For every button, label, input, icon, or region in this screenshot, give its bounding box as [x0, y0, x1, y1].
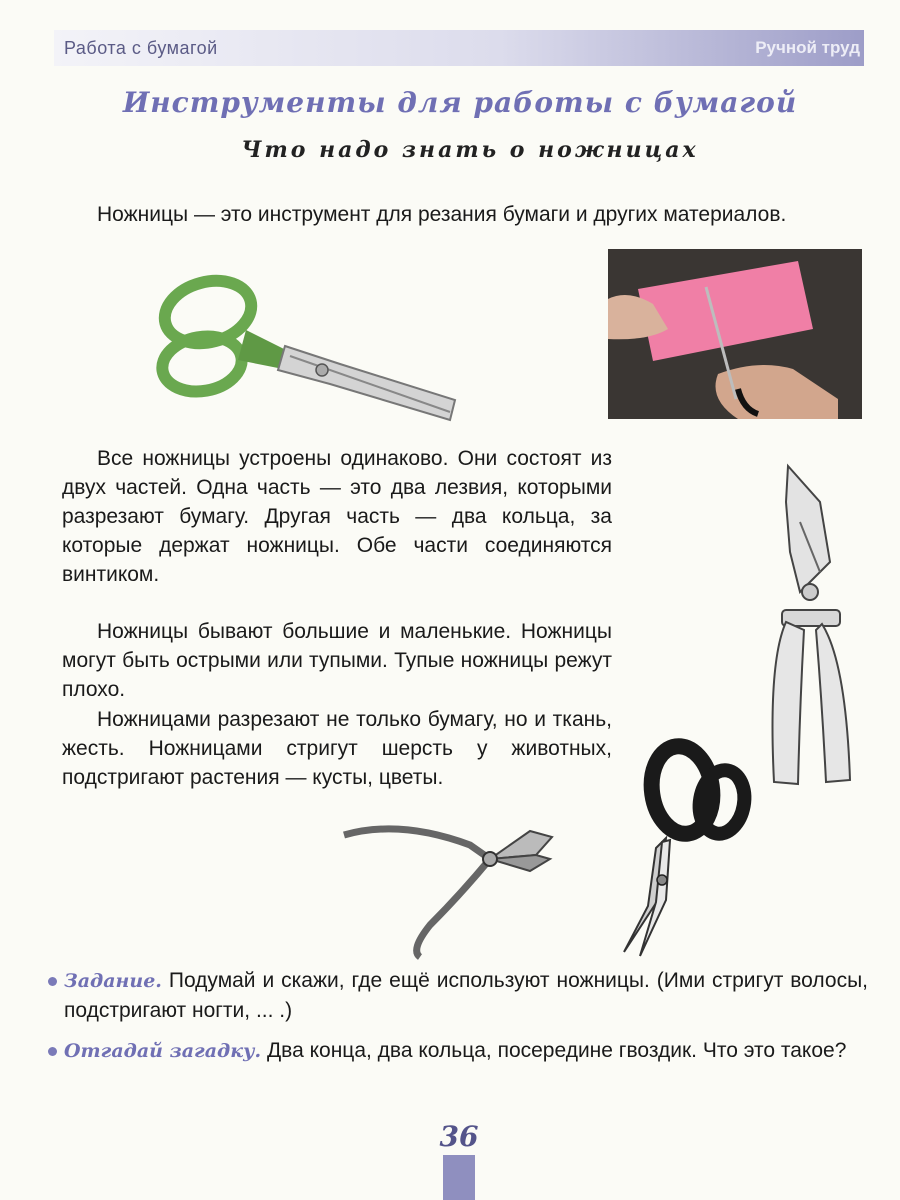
riddle-label: Отгадай загадку. [64, 1040, 262, 1062]
bullet-icon [48, 1047, 57, 1056]
page-subtitle: Что надо знать о ножницах [241, 137, 699, 163]
task-item [48, 966, 868, 1026]
paragraph-types: Ножницы бывают большие и маленькие. Ножницы могут быть острыми или тупыми. Тупые ножницы режут плохо. [62, 620, 612, 701]
black-scissors-image [610, 730, 760, 960]
task-label: Задание. [64, 970, 162, 992]
nail-nippers-image [340, 815, 560, 965]
page-tab [443, 1155, 475, 1200]
page-title: Инструменты для работы с бумагой [122, 86, 798, 119]
subject-title: Ручной труд [755, 38, 860, 57]
page-number: 36 [439, 1120, 479, 1153]
cutting-paper-photo [608, 249, 862, 419]
paragraph-uses: Ножницами разрезают не только бумагу, но и ткань, жесть. Ножницами стригут шерсть у животных, подстригают растения — кусты, цветы. [62, 708, 612, 789]
bullet-icon [48, 977, 57, 986]
riddle-item [48, 1036, 868, 1066]
paragraph-definition: Ножницы — это инструмент для резания бумаги и других материалов. [97, 203, 787, 226]
pruning-shears-image [760, 462, 860, 792]
task-text: Подумай и скажи, где ещё используют ножницы. (Ими стригут волосы, подстригают ногти, ... .) [64, 969, 868, 1022]
green-scissors-image [150, 272, 470, 437]
riddle-text: Два конца, два кольца, посередине гвоздик. Что это такое? [266, 1039, 847, 1062]
section-title: Работа с бумагой [64, 38, 218, 58]
paragraph-structure: Все ножницы устроены одинаково. Они состоят из двух частей. Одна часть — это два лезвия, которыми разрезают бумагу. Другая часть — два кольца, за которые держат ножницы. Обе части соединяются винтиком. [62, 447, 612, 586]
